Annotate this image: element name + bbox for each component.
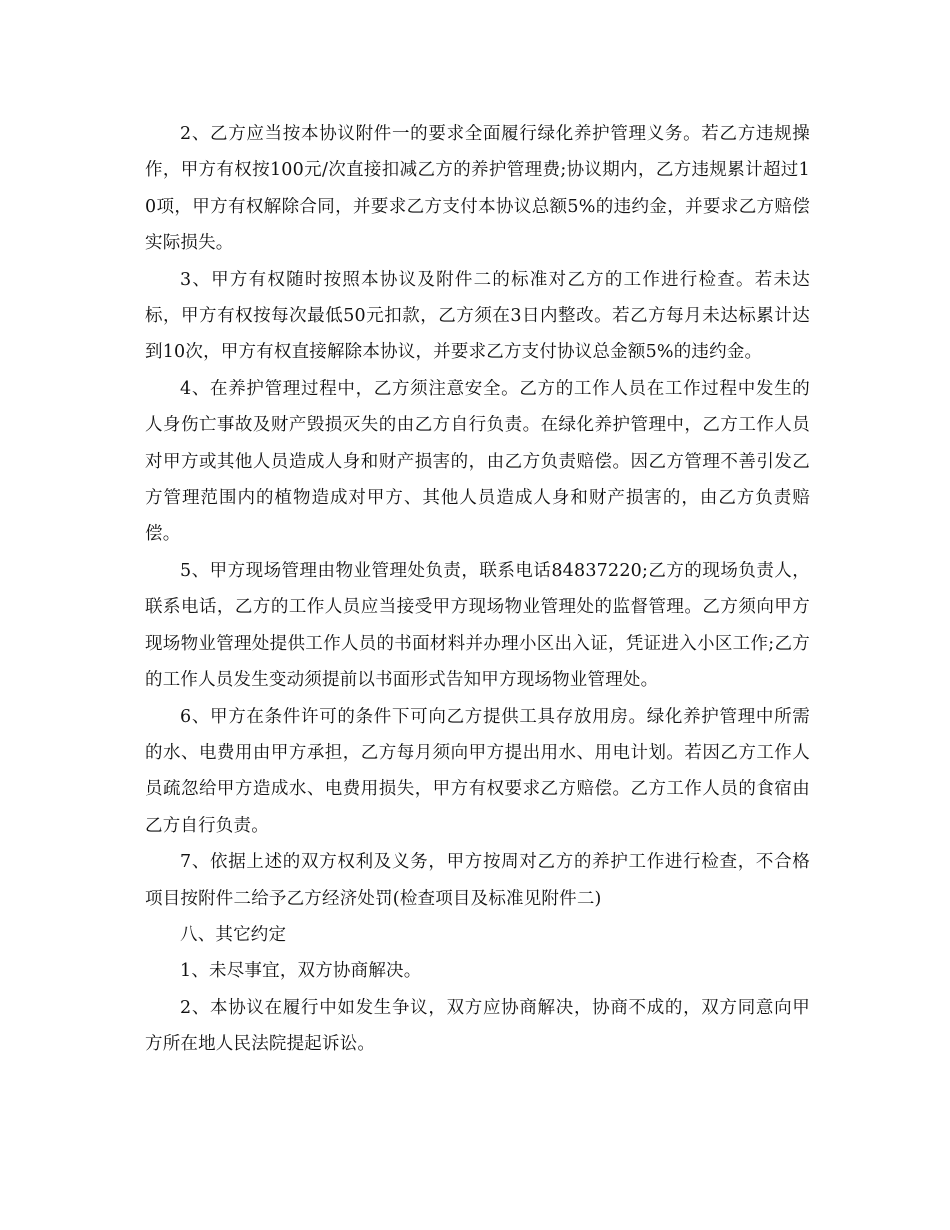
clause-paragraph-5: 5、甲方现场管理由物业管理处负责，联系电话84837220;乙方的现场负责人，联系电话，乙方的工作人员应当接受甲方现场物业管理处的监督管理。乙方须向甲方现场物业管理处提供工作人员的书面材料并办理小区出入证，凭证进入小区工作;乙方的工作人员发生变动须提前以书面形式告知甲方现场物业管理处。 xyxy=(145,560,810,691)
document-body xyxy=(145,116,810,1063)
clause-paragraph-7: 7、依据上述的双方权利及义务，甲方按周对乙方的养护工作进行检查，不合格项目按附件二给予乙方经济处罚(检查项目及标准见附件二) xyxy=(145,852,810,909)
clause-paragraph-other-1: 1、未尽事宜，双方协商解决。 xyxy=(180,961,422,982)
clause-paragraph-3: 3、甲方有权随时按照本协议及附件二的标准对乙方的工作进行检查。若未达标，甲方有权按每次最低50元扣款，乙方须在3日内整改。若乙方每月未达标累计达到10次，甲方有权直接解除本协议，并要求乙方支付协议总金额5%的违约金。 xyxy=(145,269,810,363)
clause-paragraph-other-2: 2、本协议在履行中如发生争议，双方应协商解决，协商不成的，双方同意向甲方所在地人民法院提起诉讼。 xyxy=(145,997,810,1055)
clause-paragraph-6: 6、甲方在条件许可的条件下可向乙方提供工具存放用房。绿化养护管理中所需的水、电费用由甲方承担，乙方每月须向甲方提出用水、用电计划。若因乙方工作人员疏忽给甲方造成水、电费用损失，甲方有权要求乙方赔偿。乙方工作人员的食宿由乙方自行负责。 xyxy=(145,706,810,836)
clause-paragraph-4: 4、在养护管理过程中，乙方须注意安全。乙方的工作人员在工作过程中发生的人身伤亡事故及财产毁损灭失的由乙方自行负责。在绿化养护管理中，乙方工作人员对甲方或其他人员造成人身和财产损害的，由乙方负责赔偿。因乙方管理不善引发乙方管理范围内的植物造成对甲方、其他人员造成人身和财产损害的，由乙方负责赔偿。 xyxy=(145,378,810,545)
clause-paragraph-2: 2、乙方应当按本协议附件一的要求全面履行绿化养护管理义务。若乙方违规操作，甲方有权按100元/次直接扣减乙方的养护管理费;协议期内，乙方违规累计超过10项，甲方有权解除合同，并要求乙方支付本协议总额5%的违约金，并要求乙方赔偿实际损失。 xyxy=(145,124,810,254)
section-heading-other-terms: 八、其它约定 xyxy=(180,924,287,945)
